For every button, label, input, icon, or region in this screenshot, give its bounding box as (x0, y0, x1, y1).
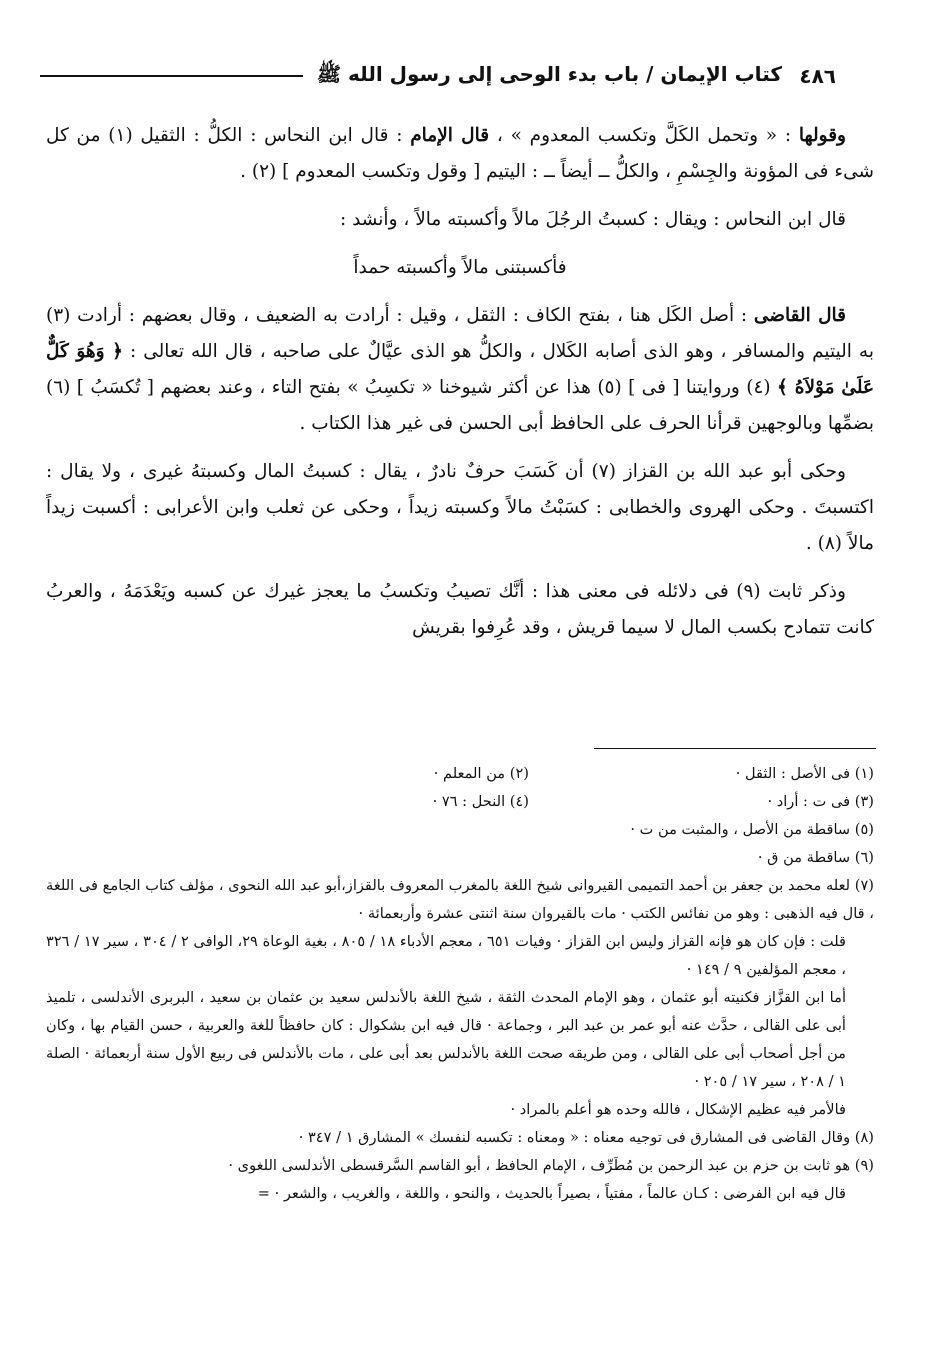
paragraph-3-lead: قال القاضى (753, 305, 846, 326)
paragraph-3-text-a: : أصل الكَل هنا ، بفتح الكاف : الثقل ، وقيل : أرادت به الضعيف ، وقال بعضهم : أرادت (٣) به اليتيم والمسافر ، وهو الذى أصابه الكَلال ، والكلُّ هو الذى عيَّالٌ على صاحبه ، قال الله تعالى : (46, 305, 874, 362)
footnotes (46, 760, 874, 1208)
header-rule (40, 75, 303, 77)
footnote-9: (٩) هو ثابت بن حزم بن عبد الرحمن بن مُطَرِّف ، الإمام الحافظ ، أبو القاسم السَّرقسطى الأندلسى اللغوى · (228, 1157, 874, 1174)
footnote-7-biography: أما ابن القزَّاز فكنيته أبو عثمان ، وهو الإمام المحدث الثقة ، شيخ اللغة بالأندلس سعيد بن عثمان بن سعيد ، البربرى الأندلسى ، تلميذ أبى على القالى ، حدَّث عنه أبو عمر بن عبد البر ، وجماعة · قال فيه ابن بشكوال : كان حافظاً للغة والعربية ، حسن القيام بها ، وكان من أجل أصحاب أبى على القالى ، ومن طريقه صحت اللغة بالأندلس بعد أبى على ، مات بالأندلس فى ربيع الأول سنة أربعمائة · الصلة ١ / ٢٠٨ ، سير ١٧ / ٢٠٥ · (46, 989, 846, 1090)
footnote-4: (٤) النحل : ٧٦ · (432, 793, 529, 810)
footnote-3: (٣) فى ت : أراد · (767, 793, 874, 810)
header-title: كتاب الإيمان / باب بدء الوحى إلى رسول الله ﷺ (316, 61, 782, 86)
main-text (46, 118, 874, 658)
footnote-7: (٧) لعله محمد بن جعفر بن أحمد التميمى القيروانى شيخ اللغة بالمغرب المعروف بالقزاز،أبو عبد الله النحوى ، مؤلف كتاب الجامع فى اللغة ، قال فيه الذهبى : وهو من نفائس الكتب · مات بالقيروان سنة اثنتى عشرة وأربعمائة · (46, 877, 874, 922)
running-header (40, 58, 782, 94)
footnote-8: (٨) وقال القاضى فى المشارق فى توجيه معناه : « ومعناه : تكسبه لنفسك » المشارق ١ / ٣٤٧ · (298, 1129, 874, 1146)
paragraph-1-text-a: : « وتحمل الكَلَّ وتكسب المعدوم » ، (489, 125, 799, 146)
footnote-row (46, 788, 874, 816)
verse-line: فأكسبتنى مالاً وأكسبته حمداً (353, 257, 567, 278)
footnote-1: (١) فى الأصل : الثقل · (735, 765, 874, 782)
footnote-9-continued: قال فيه ابن الفرضى : كـان عالماً ، مفتياً ، بصيراً بالحديث ، والنحو ، واللغة ، والغريب ، والشعر · = (257, 1185, 846, 1202)
paragraph-1 (46, 118, 874, 190)
footnote-5: (٥) ساقطة من الأصل ، والمثبت من ت · (630, 821, 874, 838)
paragraph-3 (46, 298, 874, 442)
paragraph-1-lead: وقولها (798, 125, 846, 146)
quran-quote: ﴿ وَهُوَ كَلٌّ عَلَىٰ مَوْلاَهُ ﴾ (46, 341, 875, 398)
footnote-row (46, 760, 874, 788)
paragraph-1-lead-2: قال الإمام (410, 125, 490, 146)
footnote-2: (٢) من المعلم · (433, 765, 529, 782)
paragraph-5: وذكر ثابت (٩) فى دلائله فى معنى هذا : أنَّك تصيبُ وتكسبُ ما يعجز غيرك عن كسبه ويَعْدَمَهُ ، والعربُ كانت تتمادح بكسب المال لا سيما قريش ، وقد عُرِفوا بقريش (46, 581, 874, 638)
footnote-6: (٦) ساقطة من ق · (757, 849, 874, 866)
footnote-7-conclusion: فالأمر فيه عظيم الإشكال ، فالله وحده هو أعلم بالمراد · (510, 1101, 846, 1118)
footnote-separator (594, 748, 876, 749)
paragraph-2: قال ابن النحاس : ويقال : كسبتُ الرجُلَ مالاً وأكسبته مالاً ، وأنشد : (339, 209, 846, 230)
footnote-7-comment: قلت : فإن كان هو فإنه القزاز وليس ابن القزاز · وفيات ٦٥١ ، معجم الأدباء ١٨ / ٨٠٥ ، بغية الوعاة ٢٩، الوافى ٢ / ٣٠٤ ، سير ١٧ / ٣٢٦ ، معجم المؤلفين ٩ / ١٤٩ · (46, 933, 847, 978)
page-number: ٤٨٦ (799, 64, 836, 88)
paragraph-1-text-b: : قال ابن النحاس : الكلُّ : الثقيل (١) من كل شىء فى المؤونة والجِسْمِ ، والكلُّ ــ أيضاً ــ : اليتيم [ وقول وتكسب المعدوم ] (٢) . (46, 125, 874, 182)
paragraph-4: وحكى أبو عبد الله بن القزاز (٧) أن كَسَبَ حرفٌ نادرٌ ، يقال : كسبتُ المال وكسبتهُ غيرى ، ولا يقال : اكتسبتَ . وحكى الهروى والخطابى : كسَبْتُ مالاً وكسبته زيداً ، وحكى عن ثعلب وابن الأعرابى : أكسبت زيداً مالاً (٨) . (46, 461, 874, 554)
paragraph-3-text-b: (٤) وروايتنا [ فى ] (٥) هذا عن أكثر شيوخنا « تكسِبُ » بفتح التاء ، وعند بعضهم [ تُكسَبُ ] (٦) بضمِّها وبالوجهين قرأنا الحرف على الحافظ أبى الحسن فى غير هذا الكتاب . (46, 377, 874, 434)
